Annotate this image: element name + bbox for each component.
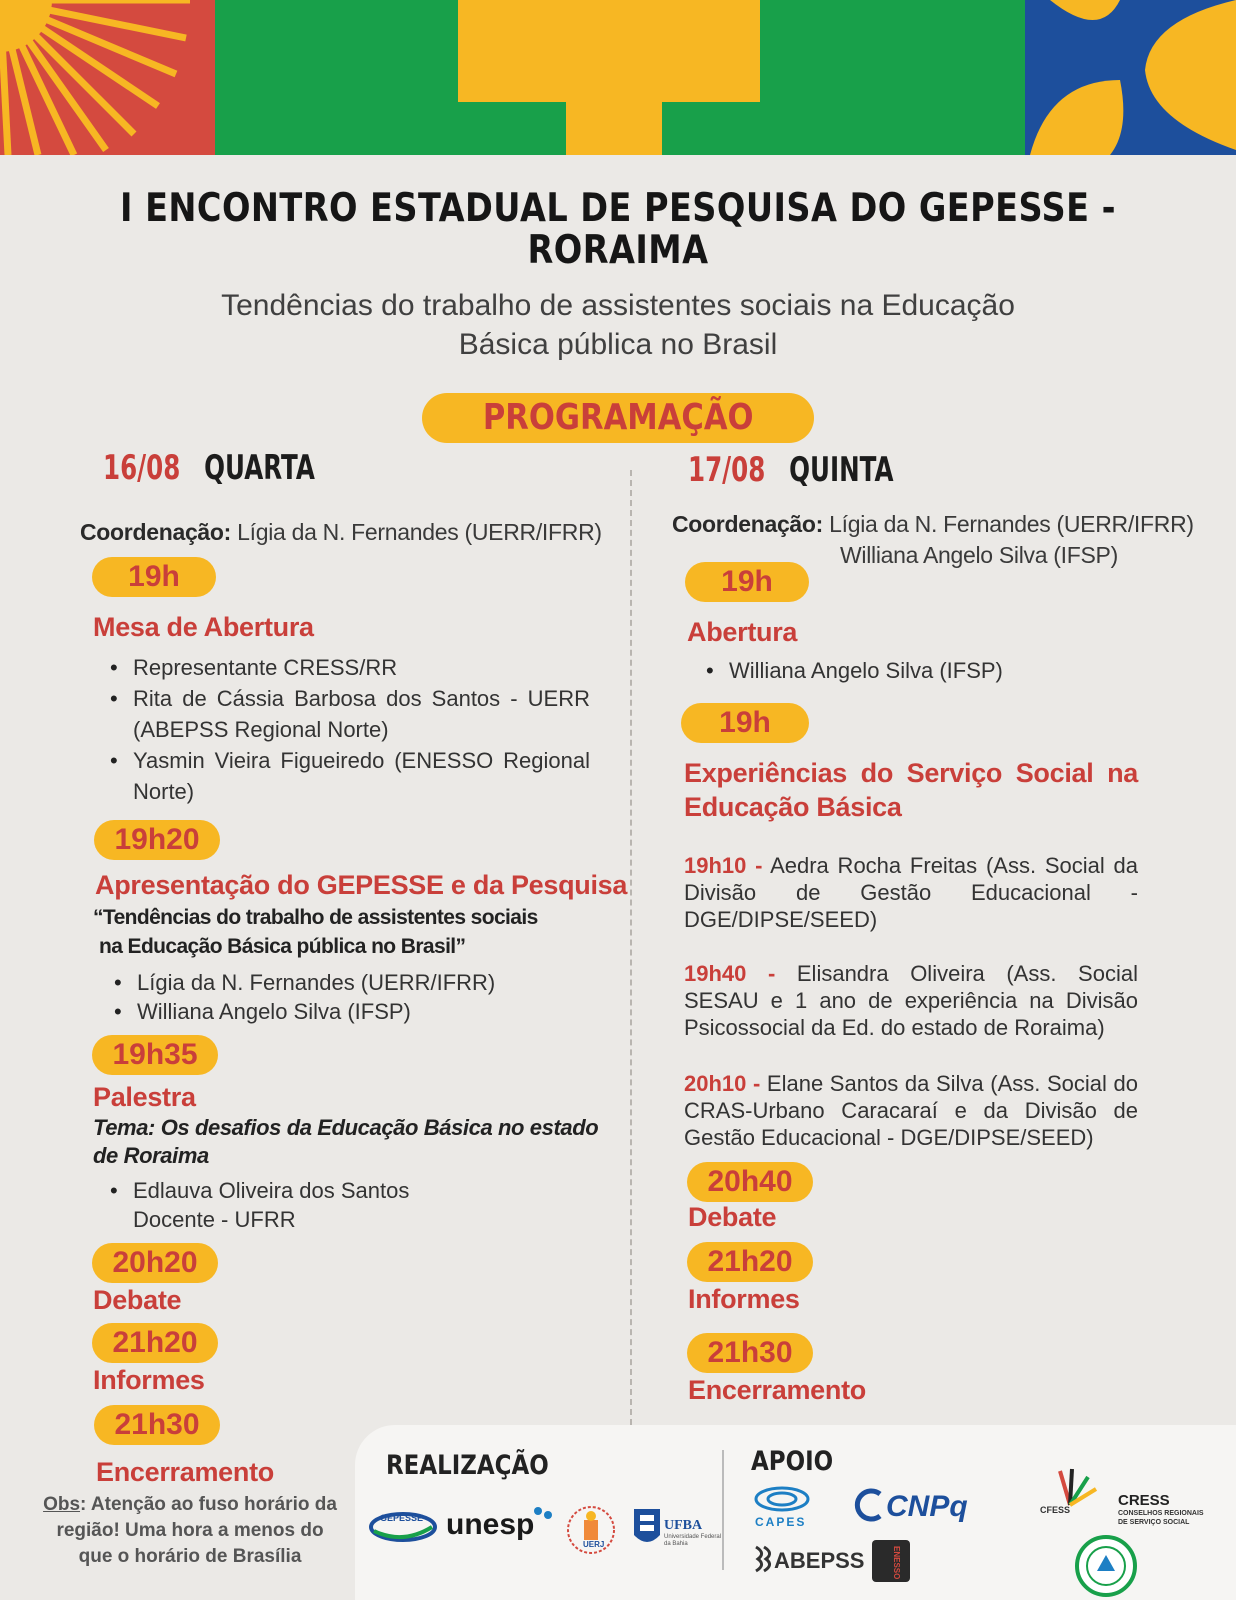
abepss-mark-icon: [752, 1543, 774, 1578]
day1-time-5: 21h20: [92, 1323, 218, 1363]
day2-coord-text-2: Williana Angelo Silva (IFSP): [840, 542, 1118, 568]
day1-coordination: [80, 517, 620, 548]
day1-session-2-title: Apresentação do GEPESSE e da Pesquisa: [95, 870, 628, 900]
banner-yellow-shape: [458, 0, 760, 155]
subtitle-line-1: Tendências do trabalho de assistentes sociais na Educação: [221, 289, 1015, 322]
capes-logo-icon: [752, 1485, 812, 1517]
list-item: • Rita de Cássia Barbosa dos Santos - UERR (ABEPSS Regional Norte): [106, 683, 590, 745]
top-banner: [0, 0, 1236, 155]
obs-label: Obs: [43, 1494, 81, 1515]
day2-coord-text-1: Lígia da N. Fernandes (UERR/IFRR): [829, 511, 1194, 537]
day1-weekday: QUARTA: [204, 448, 315, 488]
quote-line-2: na Educação Básica pública no Brasil”: [99, 935, 466, 958]
unesp-logo: unesp: [446, 1508, 535, 1541]
day2-session-5-title: Encerramento: [688, 1375, 866, 1405]
day2-entry-1: [684, 852, 1138, 933]
obs-text: : Atenção ao fuso horário da região! Uma hora a menos do que o horário de Brasília: [56, 1494, 337, 1567]
day1-heading: [103, 448, 375, 488]
day1-date: 16/08: [103, 448, 181, 488]
day2-session-2-title: Experiências do Serviço Social na Educação Básica: [684, 758, 1138, 822]
cress-rr-seal-icon: [1075, 1535, 1137, 1600]
list-item: [106, 1176, 586, 1234]
ufba-subtitle: Universidade Federal da Bahia: [664, 1534, 722, 1547]
apoio-heading: APOIO: [751, 1446, 834, 1477]
day2-heading: [688, 450, 951, 490]
day1-session-3-theme: Tema: Os desafios da Educação Básica no estado de Roraima: [93, 1115, 599, 1168]
banner-shapes: [0, 0, 1236, 155]
day2-session-1-list: [702, 655, 1122, 686]
day1-session-5-title: Informes: [93, 1365, 205, 1395]
cfess-logo: CFESS: [1040, 1505, 1071, 1515]
day1-time-6: 21h30: [94, 1405, 220, 1445]
list-item: • Representante CRESS/RR: [106, 652, 590, 683]
day2-time-2: 19h: [681, 703, 809, 743]
unesp-mark-icon: [532, 1505, 554, 1530]
day2-date: 17/08: [688, 450, 766, 490]
day2-time-4: 21h20: [687, 1242, 813, 1282]
day2-session-3-title: Debate: [688, 1202, 777, 1232]
day2-entry-2: [684, 960, 1138, 1041]
day1-session-2-list: [110, 968, 590, 1026]
day2-time-5: 21h30: [687, 1333, 813, 1373]
ufba-crest-icon: [632, 1505, 662, 1551]
day1-session-2-quote: [93, 903, 538, 961]
footer-separator: [722, 1450, 724, 1570]
ufba-logo: UFBA: [664, 1518, 703, 1533]
day1-time-1: 19h: [92, 557, 216, 597]
abepss-logo: ABEPSS: [774, 1548, 865, 1573]
entry-text: Elane Santos da Silva (Ass. Social do CRAS-Urbano Caracaraí e da Divisão de Gestão Educacional - DGE/DIPSE/SEED): [684, 1071, 1138, 1150]
programacao-label: PROGRAMAÇÃO: [482, 397, 754, 438]
list-item: • Lígia da N. Fernandes (UERR/IFRR): [110, 968, 590, 997]
day1-session-6-title: Encerramento: [96, 1457, 274, 1487]
day1-session-4-title: Debate: [93, 1285, 182, 1315]
event-subtitle: [0, 286, 1236, 364]
cnpq-mark-icon: [852, 1488, 886, 1527]
list-item: • Yasmin Vieira Figueiredo (ENESSO Regional Norte): [106, 745, 590, 807]
list-item: • Williana Angelo Silva (IFSP): [110, 997, 590, 1026]
day2-time-1: 19h: [685, 562, 809, 602]
entry-text: Elisandra Oliveira (Ass. Social SESAU e 1 ano de experiência na Divisão Psicossocial da Ed. do estado de Roraima): [684, 961, 1138, 1040]
entry-time: 19h40 -: [684, 961, 776, 986]
column-divider: [630, 470, 632, 1425]
title-line-1: I ENCONTRO ESTADUAL DE PESQUISA DO GEPESSE -: [120, 186, 1116, 231]
day1-session-1-title: Mesa de Abertura: [93, 612, 314, 642]
enesso-logo-icon: ENESSO: [872, 1540, 910, 1582]
list-item: • Williana Angelo Silva (IFSP): [702, 655, 1122, 686]
uerj-logo: UERJ: [566, 1500, 616, 1560]
day1-time-4: 20h20: [92, 1243, 218, 1283]
capes-logo: CAPES: [755, 1515, 807, 1529]
realizacao-heading: REALIZAÇÃO: [386, 1450, 549, 1481]
event-title: [87, 188, 1150, 272]
cress-logo: CRESS: [1118, 1492, 1170, 1509]
day1-time-2: 19h20: [94, 820, 220, 860]
cnpq-logo: CNPq: [886, 1490, 968, 1523]
quote-line-1: “Tendências do trabalho de assistentes sociais: [93, 906, 538, 929]
gepesse-logo: GEPESSE: [368, 1505, 438, 1545]
entry-text: Aedra Rocha Freitas (Ass. Social da Divisão de Gestão Educacional - DGE/DIPSE/SEED): [684, 853, 1139, 932]
entry-time: 20h10 -: [684, 1071, 761, 1096]
day1-coord-text: Lígia da N. Fernandes (UERR/IFRR): [237, 519, 602, 545]
day2-time-3: 20h40: [687, 1162, 813, 1202]
timezone-note: [40, 1492, 340, 1570]
subtitle-line-2: Básica pública no Brasil: [458, 328, 778, 361]
cress-subtitle: CONSELHOS REGIONAIS DE SERVIÇO SOCIAL: [1118, 1510, 1204, 1526]
day2-coord-label: Coordenação:: [672, 511, 824, 537]
speaker-role: Docente - UFRR: [133, 1207, 296, 1232]
day2-weekday: QUINTA: [789, 450, 894, 490]
title-line-2: RORAIMA: [527, 228, 709, 273]
day1-time-3: 19h35: [92, 1035, 218, 1075]
day1-session-1-list: [106, 652, 590, 807]
entry-time: 19h10 -: [684, 853, 763, 878]
day2-session-4-title: Informes: [688, 1284, 800, 1314]
day2-entry-3: [684, 1070, 1138, 1151]
programacao-badge: [422, 393, 814, 443]
day1-session-3-title: Palestra: [93, 1082, 196, 1112]
day1-session-3-list: [106, 1176, 586, 1234]
day2-session-1-title: Abertura: [687, 617, 798, 647]
speaker-name: • Edlauva Oliveira dos Santos: [133, 1178, 410, 1203]
day1-coord-label: Coordenação:: [80, 519, 232, 545]
